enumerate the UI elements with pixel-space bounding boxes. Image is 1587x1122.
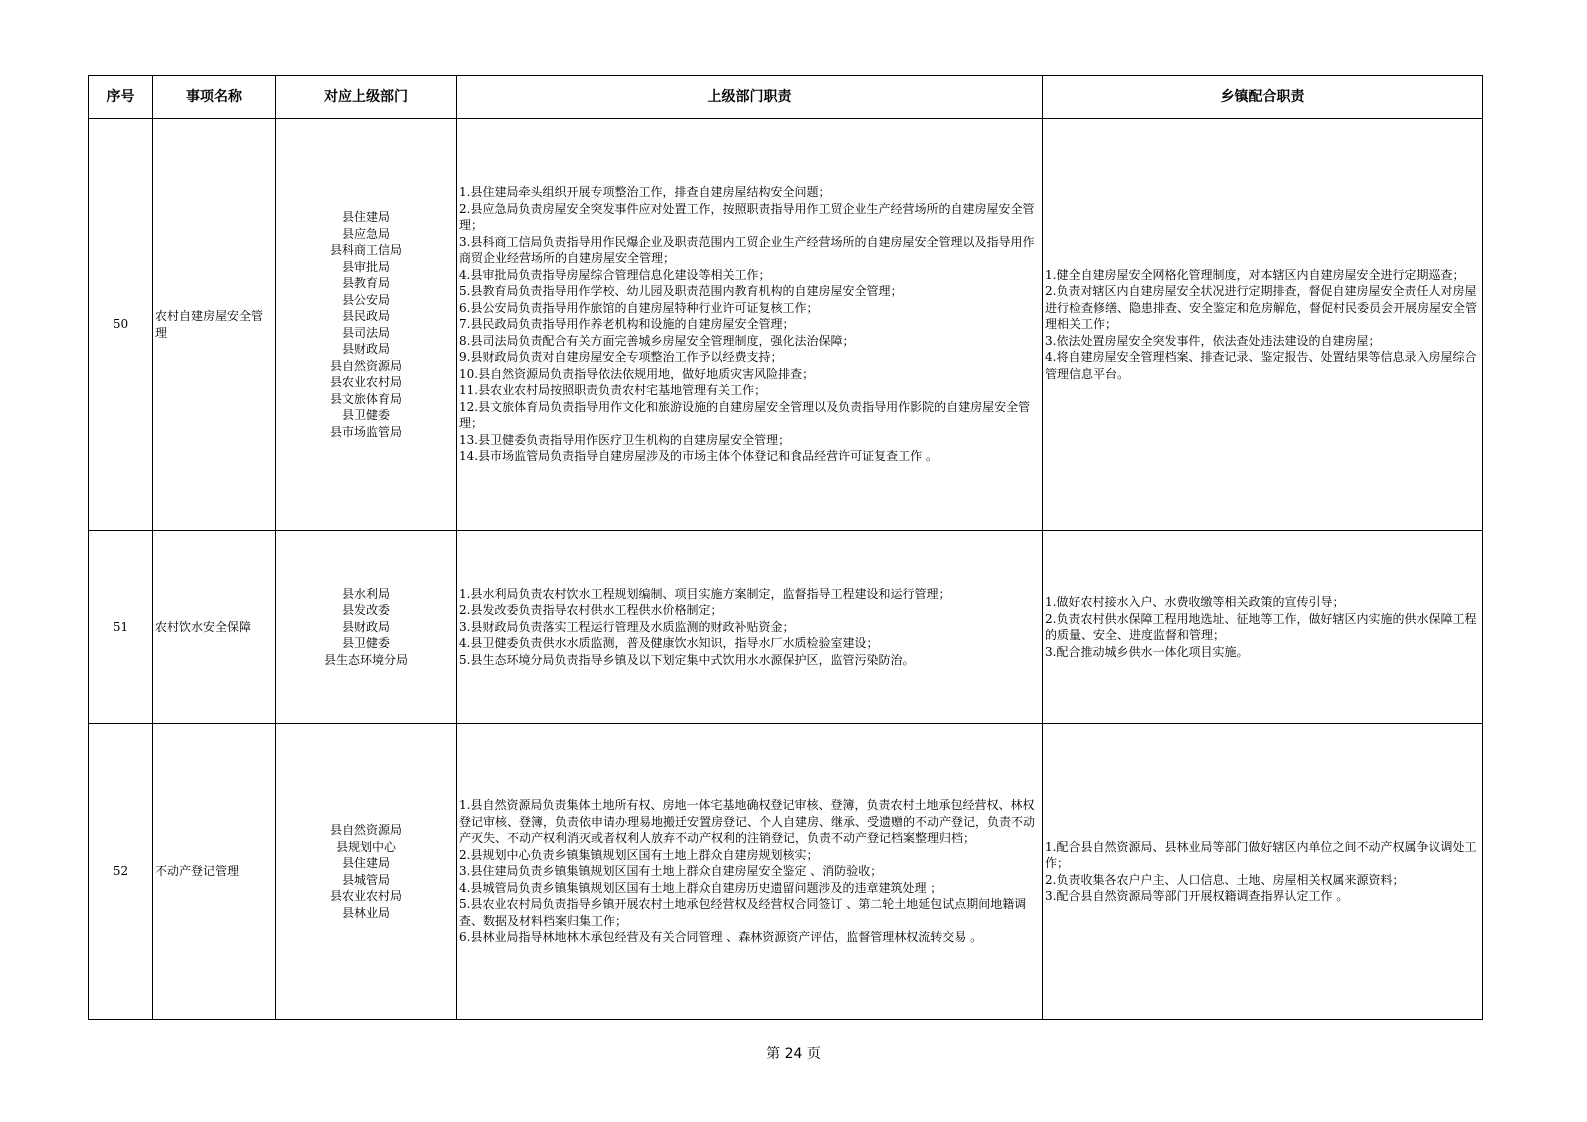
row-seq: 50 (89, 119, 153, 531)
duty-item: 1.县自然资源局负责集体土地所有权、房地一体宅基地确权登记审核、登簿，负责农村土地承包经营权、林权登记审核、登簿，负责依申请办理易地搬迁安置房登记、个人自建房、继承、受遗赠的不动产登记，负责不动产灭失、不动产权利消灭或者权利人放弃不动产权利的注销登记，负责不动产登记档案整理归档； (459, 798, 1036, 846)
duty-item: 2.县发改委负责指导农村供水工程供水价格制定； (459, 603, 723, 618)
department-name: 县生态环境分局 (323, 652, 408, 667)
department-name: 县司法局 (341, 325, 390, 340)
row-town-duties (1043, 724, 1483, 1020)
department-name: 县科商工信局 (329, 243, 402, 257)
duty-item: 5.县生态环境分局负责指导乡镇及以下划定集中式饮用水水源保护区，监管污染防治。 (459, 652, 915, 667)
duty-item: 6.县林业局指导林地林木承包经营及有关合同管理 、森林资源资产评估，监督管理林权流转交易 。 (459, 930, 983, 945)
duty-item: 7.县民政局负责指导用作养老机构和设施的自建房屋安全管理； (459, 317, 795, 332)
duty-item: 3.县科商工信局负责指导用作民爆企业及职责范围内工贸企业生产经营场所的自建房屋安全管理以及指导用作商贸企业经营场所的自建房屋安全管理； (459, 234, 1035, 266)
duty-item: 9.县财政局负责对自建房屋安全专项整治工作予以经费支持； (459, 350, 783, 365)
department-name: 县卫健委 (341, 408, 390, 422)
department-name: 县林业局 (341, 905, 390, 920)
duty-item: 1.县水利局负责农村饮水工程规划编制、项目实施方案制定，监督指导工程建设和运行管理； (459, 586, 951, 601)
department-name: 县文旅体育局 (329, 391, 402, 406)
department-name: 县农业农村局 (329, 889, 402, 903)
row-departments (276, 531, 457, 724)
row-town-duties (1043, 119, 1483, 531)
town-duty-item: 2.负责农村供水保障工程用地选址、征地等工作，做好辖区内实施的供水保障工程的质量、安全、进度监督和管理； (1045, 611, 1477, 642)
header-dept-duties: 上级部门职责 (457, 76, 1043, 119)
table-row (89, 531, 1483, 724)
department-name: 县农业农村局 (329, 375, 402, 389)
row-item-name: 不动产登记管理 (153, 724, 276, 1020)
duty-item: 11.县农业农村局按照职责负责农村宅基地管理有关工作； (459, 383, 767, 398)
duty-item: 8.县司法局负责配合有关方面完善城乡房屋安全管理制度，强化法治保障； (459, 333, 855, 348)
department-name: 县住建局 (341, 210, 390, 224)
department-name: 县公安局 (341, 292, 390, 307)
duty-item: 4.县城管局负责乡镇集镇规划区国有土地上群众自建房历史遗留问题涉及的违章建筑处理 ； (459, 880, 943, 895)
department-name: 县住建局 (341, 856, 390, 870)
row-dept-duties (457, 531, 1043, 724)
town-duty-item: 3.配合推动城乡供水一体化项目实施。 (1045, 644, 1249, 659)
table-row (89, 119, 1483, 531)
town-duty-item: 1.健全自建房屋安全网格化管理制度，对本辖区内自建房屋安全进行定期巡查； (1045, 267, 1465, 282)
department-name: 县自然资源局 (329, 358, 402, 373)
header-seq: 序号 (89, 76, 153, 119)
row-dept-duties (457, 724, 1043, 1020)
header-town-duties: 乡镇配合职责 (1043, 76, 1483, 119)
duty-item: 2.县规划中心负责乡镇集镇规划区国有土地上群众自建房规划核实； (459, 847, 819, 862)
row-town-duties (1043, 531, 1483, 724)
row-item-name: 农村自建房屋安全管理 (153, 119, 276, 531)
department-name: 县城管局 (341, 872, 390, 887)
town-duty-item: 1.配合县自然资源局、县林业局等部门做好辖区内单位之间不动产权属争议调处工作； (1045, 839, 1477, 870)
town-duty-item: 2.负责收集各农户户主、人口信息、土地、房屋相关权属来源资料； (1045, 872, 1405, 887)
duty-item: 3.县住建局负责乡镇集镇规划区国有土地上群众自建房屋安全鉴定 、消防验收； (459, 864, 883, 879)
row-seq: 51 (89, 531, 153, 724)
duty-item: 12.县文旅体育局负责指导用作文化和旅游设施的自建房屋安全管理以及负责指导用作影院的自建房屋安全管理； (459, 399, 1031, 431)
header-item-name: 事项名称 (153, 76, 276, 119)
duty-item: 4.县卫健委负责供水水质监测，普及健康饮水知识，指导水厂水质检验室建设； (459, 636, 879, 651)
department-name: 县规划中心 (335, 839, 396, 854)
town-duty-item: 1.做好农村接水入户、水费收缴等相关政策的宣传引导； (1045, 595, 1345, 609)
duty-item: 10.县自然资源局负责指导依法依规用地，做好地质灾害风险排查； (459, 366, 815, 381)
duty-item: 13.县卫健委负责指导用作医疗卫生机构的自建房屋安全管理； (459, 432, 791, 447)
duty-item: 6.县公安局负责指导用作旅馆的自建房屋特种行业许可证复核工作； (459, 300, 819, 315)
row-item-name: 农村饮水安全保障 (153, 531, 276, 724)
department-name: 县教育局 (341, 276, 390, 290)
duty-item: 1.县住建局牵头组织开展专项整治工作，排查自建房屋结构安全问题； (459, 185, 831, 200)
department-name: 县财政局 (341, 342, 390, 356)
department-name: 县卫健委 (341, 636, 390, 651)
table-row (89, 724, 1483, 1020)
department-name: 县自然资源局 (329, 823, 402, 837)
header-row (89, 76, 1483, 119)
duty-item: 3.县财政局负责落实工程运行管理及水质监测的财政补贴资金； (459, 619, 795, 634)
town-duty-item: 4.将自建房屋安全管理档案、排查记录、鉴定报告、处置结果等信息录入房屋综合管理信息平台。 (1045, 350, 1477, 381)
department-name: 县发改委 (341, 603, 390, 618)
department-name: 县市场监管局 (329, 424, 402, 439)
town-duty-item: 2.负责对辖区内自建房屋安全状况进行定期排查，督促自建房屋安全责任人对房屋进行检查修缮、隐患排查、安全鉴定和危房解危，督促村民委员会开展房屋安全管理相关工作； (1045, 284, 1478, 332)
duty-item: 14.县市场监管局负责指导自建房屋涉及的市场主体个体登记和食品经营许可证复查工作 。 (459, 449, 938, 464)
duty-item: 2.县应急局负责房屋安全突发事件应对处置工作，按照职责指导用作工贸企业生产经营场所的自建房屋安全管理； (459, 201, 1035, 233)
page-number: 第 24 页 (766, 1046, 821, 1062)
department-name: 县民政局 (341, 309, 390, 323)
duty-item: 4.县审批局负责指导房屋综合管理信息化建设等相关工作； (459, 267, 771, 282)
duty-item: 5.县教育局负责指导用作学校、幼儿园及职责范围内教育机构的自建房屋安全管理； (459, 284, 903, 299)
town-duty-item: 3.依法处置房屋安全突发事件，依法查处违法建设的自建房屋； (1045, 333, 1381, 348)
row-seq: 52 (89, 724, 153, 1020)
row-departments (276, 724, 457, 1020)
duty-item: 5.县农业农村局负责指导乡镇开展农村土地承包经营权及经营权合同签订 、第二轮土地延包试点期间地籍调查、数据及材料档案归集工作； (459, 897, 1027, 928)
duty-table (88, 75, 1483, 1020)
department-name: 县财政局 (341, 619, 390, 634)
row-departments (276, 119, 457, 531)
town-duty-item: 3.配合县自然资源局等部门开展权籍调查指界认定工作 。 (1045, 889, 1349, 903)
row-dept-duties (457, 119, 1043, 531)
department-name: 县应急局 (341, 226, 390, 241)
department-name: 县审批局 (341, 259, 390, 274)
department-name: 县水利局 (341, 586, 390, 601)
header-department: 对应上级部门 (276, 76, 457, 119)
